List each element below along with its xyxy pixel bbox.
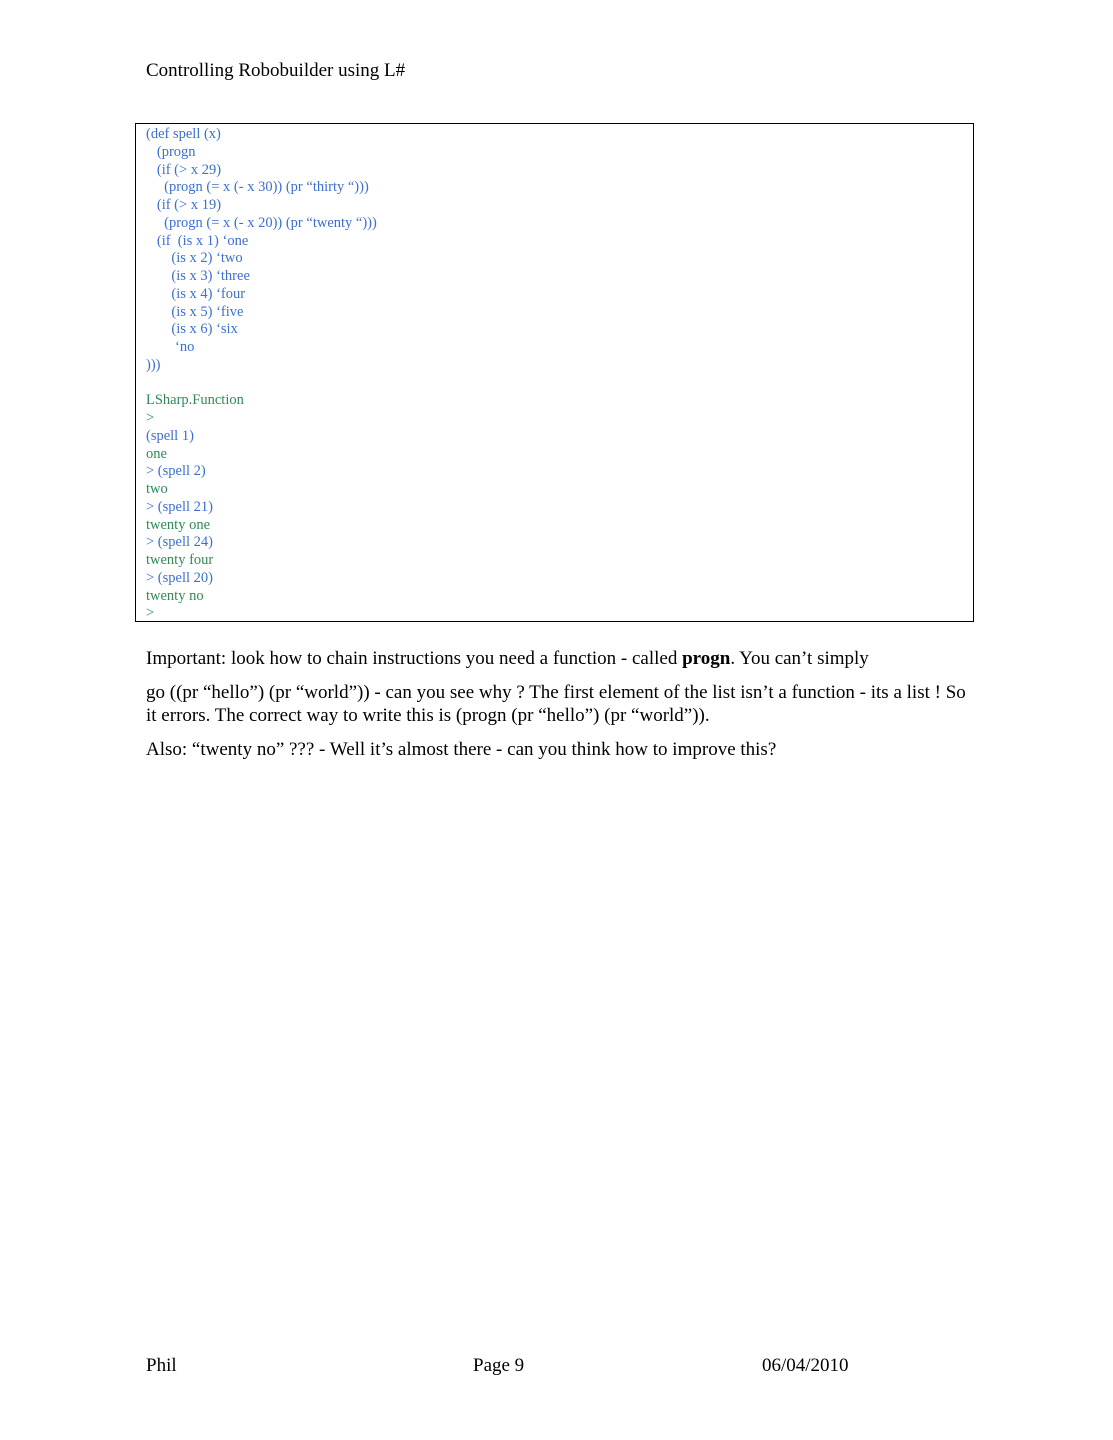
code-line: ‘no <box>146 339 195 355</box>
code-line: (is x 4) ‘four <box>146 285 246 302</box>
code-line: > (spell 21) <box>146 498 213 515</box>
page-header-title: Controlling Robobuilder using L# <box>146 60 406 81</box>
code-line: (is x 3) ‘three <box>146 268 250 284</box>
progn-keyword: progn <box>682 648 731 669</box>
code-line: (def spell (x) <box>146 126 221 142</box>
code-line: (is x 5) ‘five <box>146 303 244 320</box>
console-output-line: > <box>146 410 155 426</box>
code-block <box>135 123 974 622</box>
footer-date: 06/04/2010 <box>762 1355 849 1376</box>
console-output-line: twenty no <box>146 587 204 604</box>
code-line: (is x 6) ‘six <box>146 321 238 338</box>
paragraph-twenty-no: Also: “twenty no” ??? - Well it’s almost there - can you think how to improve this? <box>146 739 777 760</box>
paragraph-explanation: go ((pr “hello”) (pr “world”)) - can you see why ? The first element of the list isn’t a function - its a list ! So it errors. The correct way to write this is (progn (pr “hello”) (pr “world”)). <box>146 682 966 726</box>
console-output-line: one <box>146 445 167 462</box>
code-line: (spell 1) <box>146 427 194 444</box>
code-line: (is x 2) ‘two <box>146 250 243 267</box>
code-line: > (spell 2) <box>146 463 206 480</box>
code-line: (progn (= x (- x 30)) (pr “thirty “))) <box>146 179 369 196</box>
footer-author: Phil <box>146 1355 177 1376</box>
footer-page-number: Page 9 <box>473 1355 525 1376</box>
console-output-line: twenty four <box>146 552 214 568</box>
paragraph-progn-tail: . You can’t simply <box>730 648 869 669</box>
code-blank-line <box>146 375 973 393</box>
code-line: > (spell 24) <box>146 534 213 551</box>
code-line: (if (> x 19) <box>146 197 222 213</box>
code-line: (if (is x 1) ‘one <box>146 232 249 249</box>
code-line: (progn <box>146 143 196 160</box>
console-output-line: twenty one <box>146 516 211 533</box>
console-output-line: LSharp.Function <box>146 392 244 409</box>
code-line: (if (> x 29) <box>146 161 222 178</box>
console-output-line: > <box>146 605 155 622</box>
console-output-line: two <box>146 481 168 497</box>
code-line: > (spell 20) <box>146 569 213 586</box>
code-line: (progn (= x (- x 20)) (pr “twenty “))) <box>146 214 377 231</box>
paragraph-progn-lead: Important: look how to chain instructions you need a function - called <box>146 648 683 669</box>
paragraph-progn <box>146 647 976 670</box>
code-line: ))) <box>146 356 161 373</box>
